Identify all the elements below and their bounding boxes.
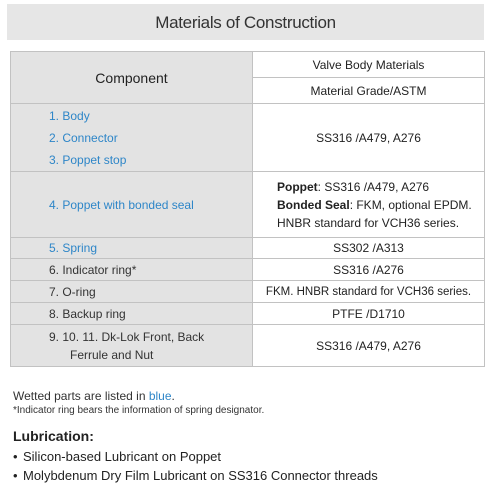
material-grade-header: Material Grade/ASTM <box>253 78 485 104</box>
component-indicator-ring: 6. Indicator ring* <box>11 259 253 281</box>
component-poppet-stop: 3. Poppet stop <box>49 152 127 167</box>
lubrication-heading: Lubrication: <box>13 428 94 444</box>
bonded-seal-label: Bonded Seal <box>277 197 350 212</box>
valve-body-materials-header: Valve Body Materials <box>253 52 485 78</box>
material-value: SS316 /A479, A276 <box>253 325 485 367</box>
material-value: SS316 /A276 <box>253 259 485 281</box>
material-value: FKM. HNBR standard for VCH36 series. <box>253 281 485 303</box>
component-connector: 2. Connector <box>49 130 118 145</box>
component-dk-lok-ferrule-nut <box>11 325 253 367</box>
materials-table <box>10 51 485 367</box>
page-title: Materials of Construction <box>7 4 484 40</box>
bullet-icon: • <box>13 449 18 464</box>
wetted-color-word: blue <box>148 389 172 403</box>
material-value: PTFE /D1710 <box>253 303 485 325</box>
wetted-parts-note: Wetted parts are listed in blue. <box>13 389 175 403</box>
component-spring: 5. Spring <box>11 238 253 259</box>
table-notes <box>13 389 264 416</box>
material-value: SS316 /A479, A276 <box>253 104 485 172</box>
bonded-seal-value: : FKM, optional EPDM. <box>349 197 472 212</box>
poppet-label: Poppet <box>277 179 318 194</box>
table-row-label <box>11 104 253 172</box>
component-line: 9. 10. 11. Dk-Lok Front, Back <box>49 329 205 344</box>
component-poppet-bonded-seal: 4. Poppet with bonded seal <box>11 172 253 238</box>
material-value <box>253 172 485 238</box>
bullet-icon: • <box>13 468 18 483</box>
poppet-value: : SS316 /A479, A276 <box>317 179 430 194</box>
bonded-seal-note: HNBR standard for VCH36 series. <box>277 215 460 230</box>
component-backup-ring: 8. Backup ring <box>11 303 253 325</box>
component-body: 1. Body <box>49 108 90 123</box>
material-value: SS302 /A313 <box>253 238 485 259</box>
list-item: • Silicon-based Lubricant on Poppet <box>13 449 222 464</box>
component-o-ring: 7. O-ring <box>11 281 253 303</box>
component-header: Component <box>11 52 253 104</box>
indicator-ring-note: *Indicator ring bears the information of spring designator. <box>13 405 265 416</box>
list-item: • Molybdenum Dry Film Lubricant on SS316 Connector threads <box>13 468 378 483</box>
lubrication-section <box>13 428 378 485</box>
component-line: Ferrule and Nut <box>70 347 154 362</box>
